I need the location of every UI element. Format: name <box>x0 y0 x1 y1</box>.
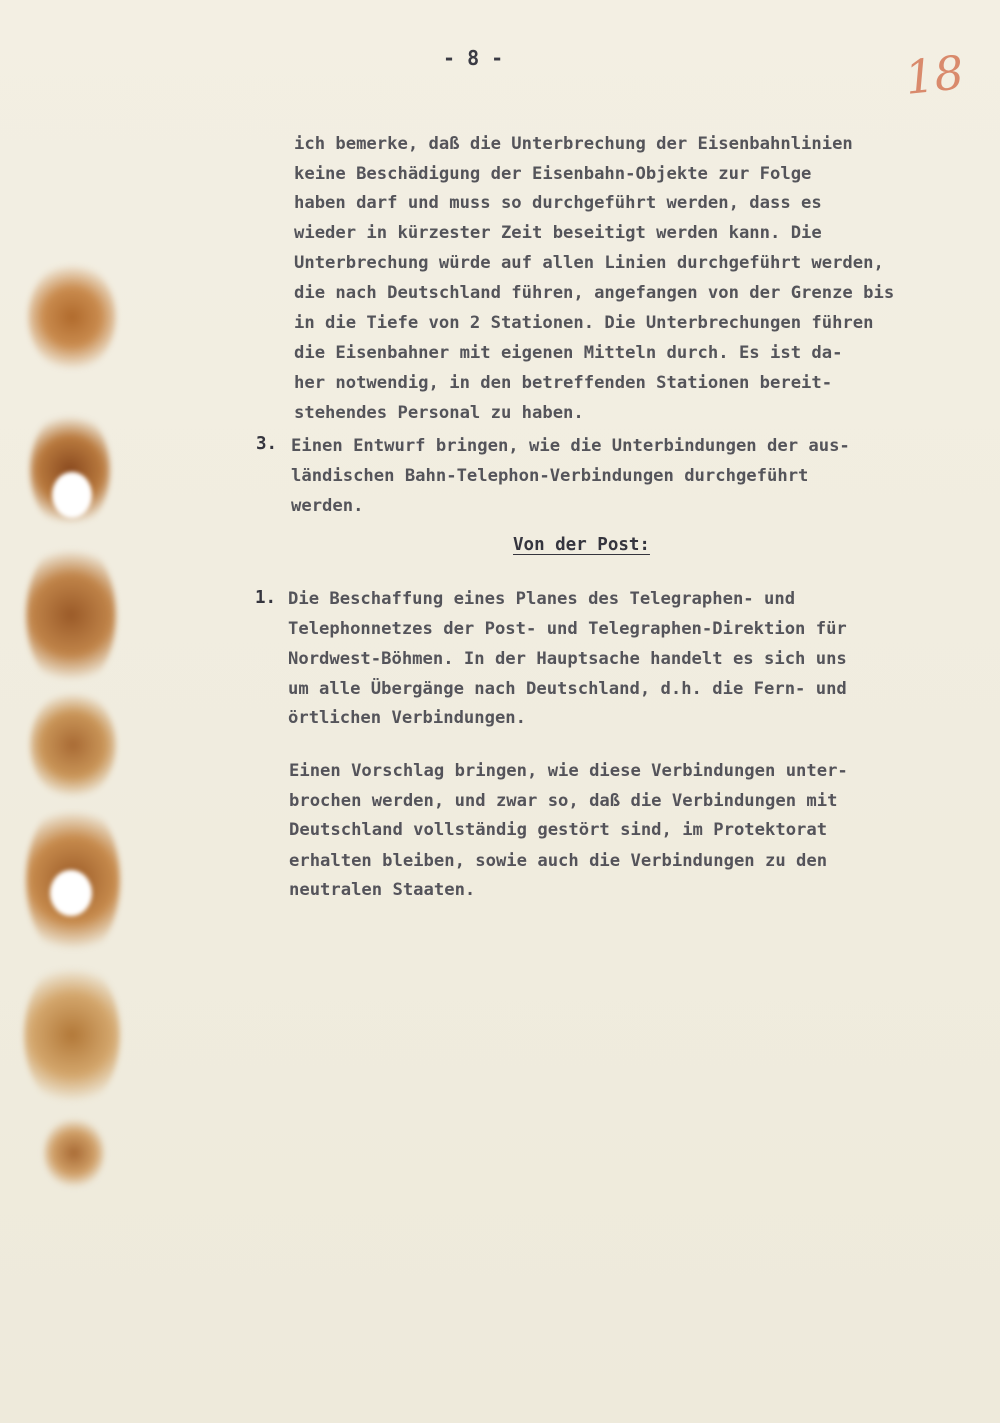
text-line: werden. <box>291 496 364 516</box>
text-line: um alle Übergänge nach Deutschland, d.h. die Fern- und <box>288 679 847 699</box>
text-line: stehendes Personal zu haben. <box>294 403 584 423</box>
text-line: Unterbrechung würde auf allen Linien durchgeführt werden, <box>294 253 884 273</box>
text-line: die Eisenbahner mit eigenen Mitteln durch. Es ist da- <box>294 343 843 363</box>
section-heading: Von der Post: <box>513 535 650 555</box>
text-line: ich bemerke, daß die Unterbrechung der Eisenbahnlinien <box>294 134 853 154</box>
text-line: örtlichen Verbindungen. <box>288 708 526 728</box>
text-line: her notwendig, in den betreffenden Stationen bereit- <box>294 373 833 393</box>
text-line: in die Tiefe von 2 Stationen. Die Unterbrechungen führen <box>294 313 874 333</box>
list-item-number: 1. <box>255 588 277 608</box>
text-line: ländischen Bahn-Telephon-Verbindungen durchgeführt <box>291 466 809 486</box>
text-line: die nach Deutschland führen, angefangen von der Grenze bis <box>294 283 895 303</box>
text-line: Einen Vorschlag bringen, wie diese Verbindungen unter- <box>289 761 848 781</box>
text-line: Deutschland vollständig gestört sind, im Protektorat <box>289 820 828 840</box>
list-item-number: 3. <box>256 434 278 454</box>
text-line: Nordwest-Böhmen. In der Hauptsache handelt es sich uns <box>288 649 847 669</box>
text-line: haben darf und muss so durchgeführt werden, dass es <box>294 193 822 213</box>
text-line: erhalten bleiben, sowie auch die Verbindungen zu den <box>289 851 828 871</box>
page-number: - 8 - <box>443 46 504 70</box>
text-line: wieder in kürzester Zeit beseitigt werden kann. Die <box>294 223 822 243</box>
text-line: Telephonnetzes der Post- und Telegraphen-Direktion für <box>288 619 847 639</box>
text-line: neutralen Staaten. <box>289 880 476 900</box>
text-line: Die Beschaffung eines Planes des Telegraphen- und <box>288 589 796 609</box>
text-line: keine Beschädigung der Eisenbahn-Objekte zur Folge <box>294 164 812 184</box>
text-line: brochen werden, und zwar so, daß die Verbindungen mit <box>289 791 838 811</box>
text-line: Einen Entwurf bringen, wie die Unterbindungen der aus- <box>291 436 850 456</box>
handwritten-folio-number: 18 <box>902 45 967 105</box>
